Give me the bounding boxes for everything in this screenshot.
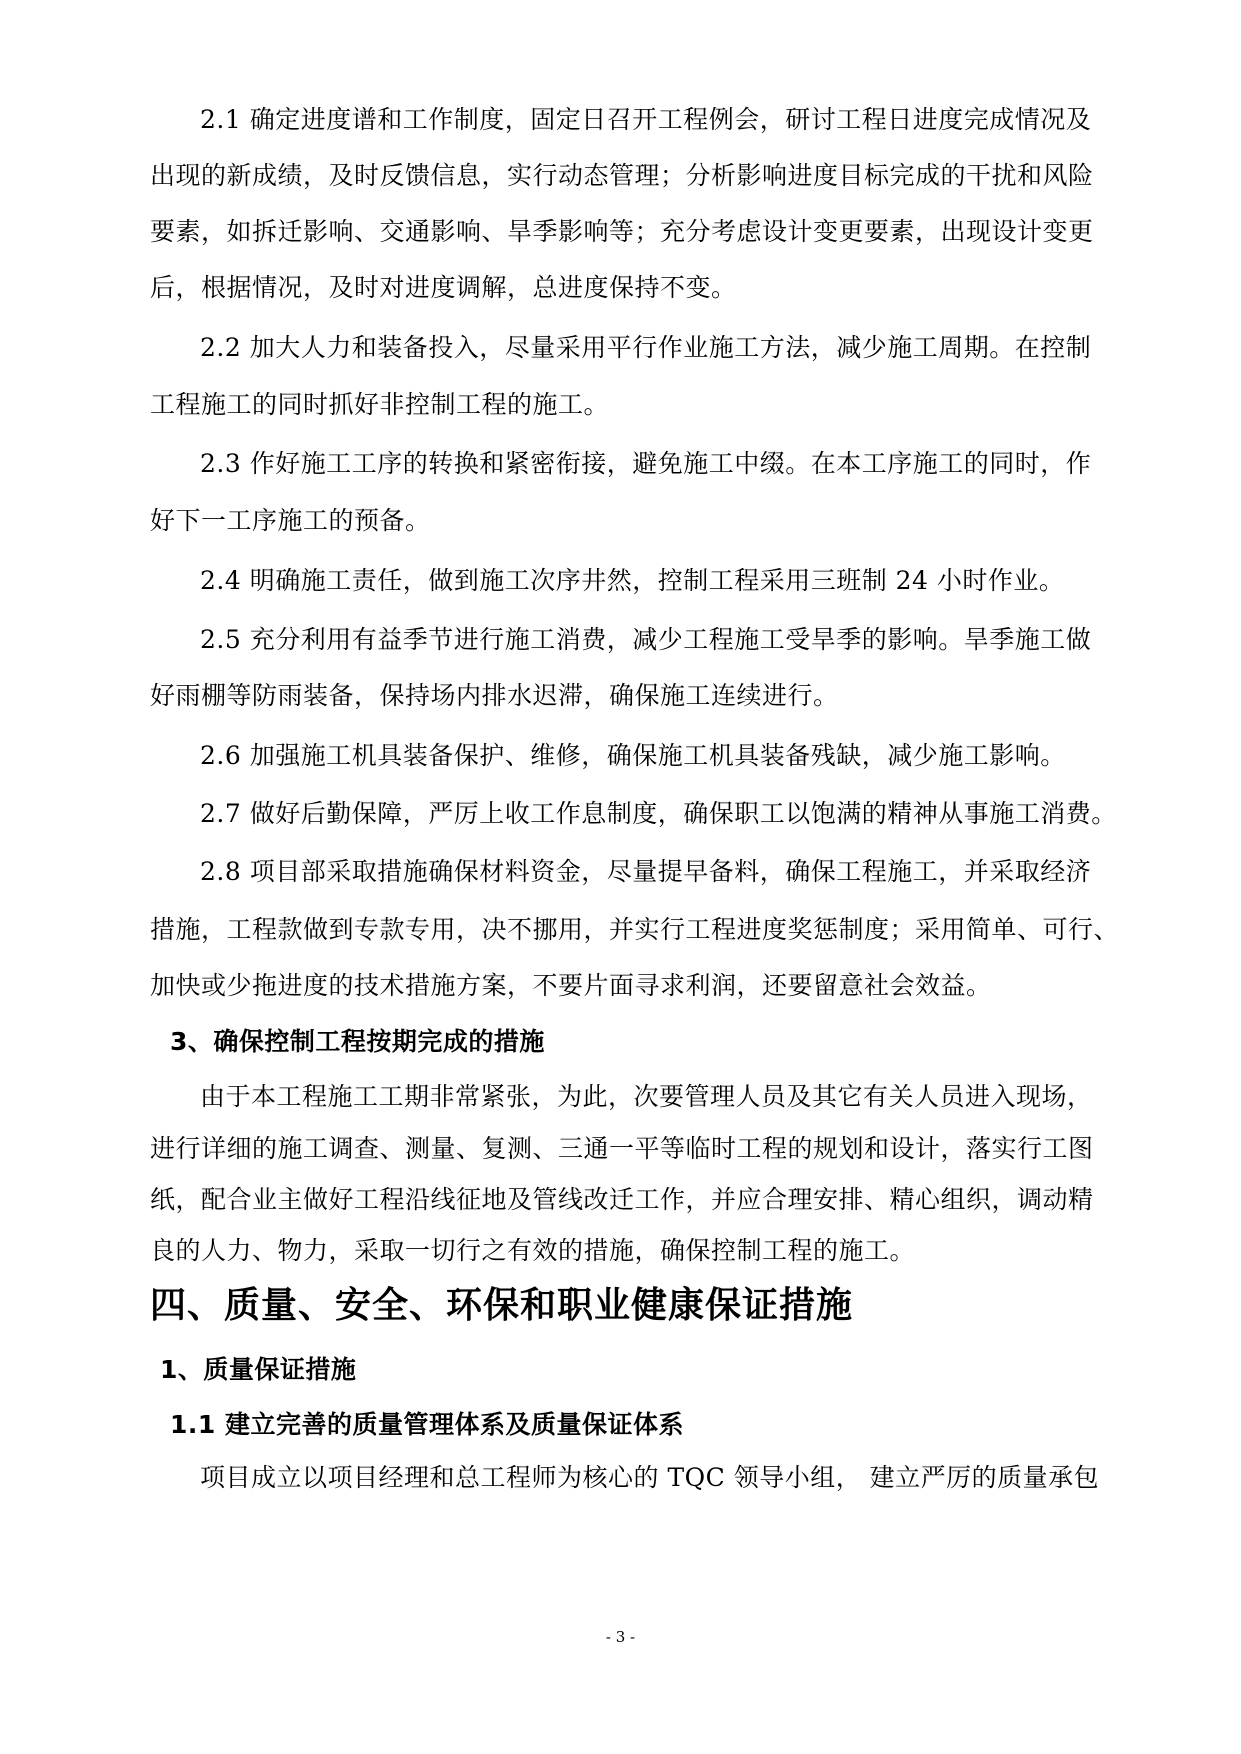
- section-4-1-1-heading: 1.1 建立完善的质量管理体系及质量保证体系: [170, 1410, 684, 1439]
- section-4-1-heading: 1、质量保证措施: [160, 1355, 357, 1384]
- para-2-1-line-4: 后，根据情况，及时对进度调解，总进度保持不变。: [150, 273, 737, 302]
- chapter-4-heading: 四、质量、安全、环保和职业健康保证措施: [150, 1285, 854, 1326]
- page-number: - 3 -: [605, 1628, 636, 1646]
- section-3-line-1: 由于本工程施工工期非常紧张，为此，次要管理人员及其它有关人员进入现场，: [200, 1082, 1093, 1111]
- section-3-line-3: 纸，配合业主做好工程沿线征地及管线改迁工作，并应合理安排、精心组织，调动精: [150, 1185, 1094, 1214]
- para-2-8-line-3: 加快或少拖进度的技术措施方案，不要片面寻求利润，还要留意社会效益。: [150, 971, 992, 1000]
- para-2-5-line-2: 好雨棚等防雨装备，保持场内排水迟滞，确保施工连续进行。: [150, 681, 839, 710]
- para-2-4-line-1: 2.4 明确施工责任，做到施工次序井然，控制工程采用三班制 24 小时作业。: [200, 566, 1065, 595]
- para-2-1-line-1: 2.1 确定进度谱和工作制度，固定日召开工程例会，研讨工程日进度完成情况及: [200, 105, 1092, 134]
- para-2-6-line-1: 2.6 加强施工机具装备保护、维修，确保施工机具装备残缺，减少施工影响。: [200, 741, 1066, 770]
- para-2-3-line-1: 2.3 作好施工工序的转换和紧密衔接，避免施工中缀。在本工序施工的同时，作: [200, 449, 1092, 478]
- section-4-1-1-line-1: 项目成立以项目经理和总工程师为核心的 TQC 领导小组， 建立严厉的质量承包: [200, 1463, 1100, 1492]
- para-2-2-line-1: 2.2 加大人力和装备投入，尽量采用平行作业施工方法，减少施工周期。在控制: [200, 333, 1092, 362]
- para-2-2-line-2: 工程施工的同时抓好非控制工程的施工。: [150, 390, 610, 419]
- section-3-line-4: 良的人力、物力，采取一切行之有效的措施，确保控制工程的施工。: [150, 1236, 916, 1265]
- para-2-8-line-1: 2.8 项目部采取措施确保材料资金，尽量提早备料，确保工程施工，并采取经济: [200, 857, 1092, 886]
- para-2-3-line-2: 好下一工序施工的预备。: [150, 506, 431, 535]
- para-2-8-line-2: 措施，工程款做到专款专用，决不挪用，并实行工程进度奖惩制度；采用简单、可行、: [150, 915, 1120, 944]
- para-2-1-line-3: 要素，如拆迁影响、交通影响、旱季影响等；充分考虑设计变更要素，出现设计变更: [150, 217, 1094, 246]
- para-2-5-line-1: 2.5 充分利用有益季节进行施工消费，减少工程施工受旱季的影响。旱季施工做: [200, 625, 1092, 654]
- section-3-line-2: 进行详细的施工调查、测量、复测、三通一平等临时工程的规划和设计，落实行工图: [150, 1134, 1094, 1163]
- para-2-1-line-2: 出现的新成绩，及时反馈信息，实行动态管理；分析影响进度目标完成的干扰和风险: [150, 161, 1094, 190]
- section-3-heading: 3、确保控制工程按期完成的措施: [170, 1027, 545, 1056]
- para-2-7-line-1: 2.7 做好后勤保障，严厉上收工作息制度，确保职工以饱满的精神从事施工消费。: [200, 799, 1117, 828]
